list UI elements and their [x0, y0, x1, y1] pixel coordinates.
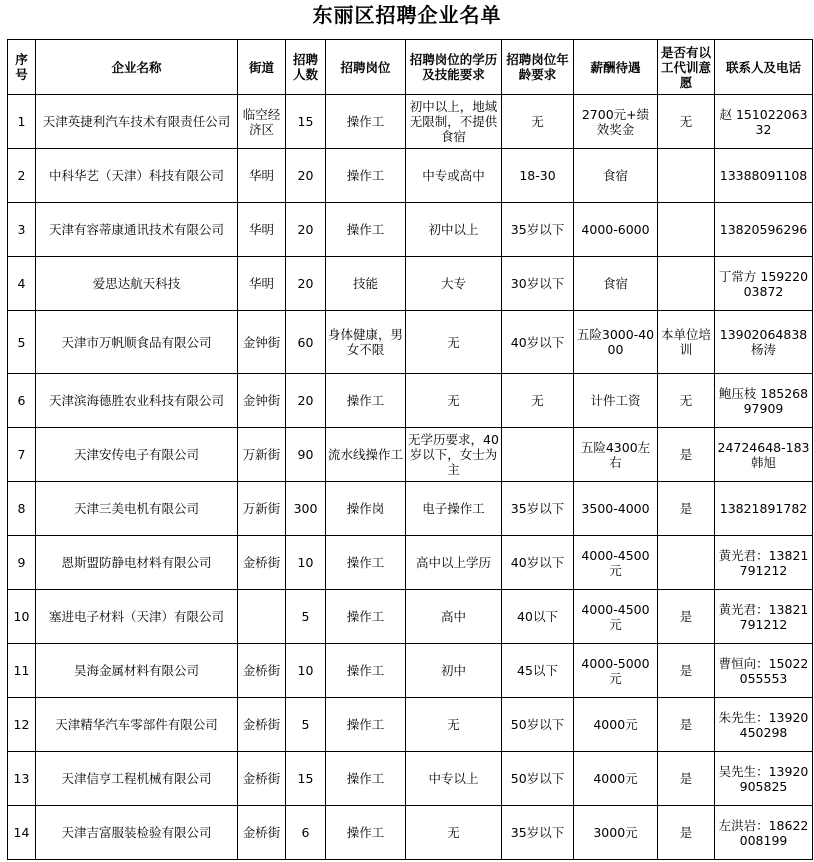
cell-position: 操作工 — [326, 95, 406, 149]
cell-contact: 13388091108 — [715, 149, 813, 203]
cell-count: 20 — [286, 149, 326, 203]
cell-salary: 4000元 — [574, 752, 658, 806]
cell-training — [658, 257, 715, 311]
cell-no: 3 — [8, 203, 36, 257]
table-row — [8, 590, 813, 644]
cell-street: 金桥街 — [238, 536, 286, 590]
cell-training — [658, 536, 715, 590]
cell-no: 12 — [8, 698, 36, 752]
cell-no: 5 — [8, 311, 36, 374]
cell-street: 金桥街 — [238, 806, 286, 860]
cell-contact: 13821891782 — [715, 482, 813, 536]
cell-salary: 4000-6000 — [574, 203, 658, 257]
cell-age: 35岁以下 — [502, 806, 574, 860]
cell-position: 操作工 — [326, 806, 406, 860]
cell-no: 2 — [8, 149, 36, 203]
cell-contact: 13820596296 — [715, 203, 813, 257]
cell-training: 是 — [658, 590, 715, 644]
cell-position: 操作工 — [326, 203, 406, 257]
cell-street: 金钟街 — [238, 311, 286, 374]
cell-position: 操作工 — [326, 698, 406, 752]
cell-company: 中科华艺（天津）科技有限公司 — [36, 149, 238, 203]
col-header-company: 企业名称 — [36, 40, 238, 95]
cell-position: 操作工 — [326, 536, 406, 590]
col-header-age: 招聘岗位年龄要求 — [502, 40, 574, 95]
recruitment-table — [7, 39, 813, 860]
cell-position: 操作岗 — [326, 482, 406, 536]
cell-street: 金桥街 — [238, 644, 286, 698]
cell-education: 无 — [406, 806, 502, 860]
cell-no: 10 — [8, 590, 36, 644]
cell-street — [238, 590, 286, 644]
cell-count: 5 — [286, 698, 326, 752]
cell-count: 300 — [286, 482, 326, 536]
cell-count: 10 — [286, 644, 326, 698]
cell-count: 20 — [286, 203, 326, 257]
cell-contact: 黄光君：13821791212 — [715, 536, 813, 590]
cell-salary: 4000-4500元 — [574, 536, 658, 590]
cell-street: 金钟街 — [238, 374, 286, 428]
cell-contact: 丁常方 15922003872 — [715, 257, 813, 311]
table-row — [8, 95, 813, 149]
cell-company: 天津安传电子有限公司 — [36, 428, 238, 482]
cell-street: 金桥街 — [238, 698, 286, 752]
table-row — [8, 644, 813, 698]
cell-salary: 4000-5000元 — [574, 644, 658, 698]
col-header-position: 招聘岗位 — [326, 40, 406, 95]
cell-education: 无 — [406, 374, 502, 428]
cell-contact: 朱先生：13920450298 — [715, 698, 813, 752]
cell-company: 天津吉富服装检验有限公司 — [36, 806, 238, 860]
cell-training: 是 — [658, 698, 715, 752]
cell-education: 初中 — [406, 644, 502, 698]
cell-company: 爱思达航天科技 — [36, 257, 238, 311]
cell-position: 操作工 — [326, 149, 406, 203]
cell-position: 身体健康，男女不限 — [326, 311, 406, 374]
cell-education: 中专或高中 — [406, 149, 502, 203]
table-row — [8, 752, 813, 806]
cell-training: 是 — [658, 806, 715, 860]
cell-contact: 13902064838杨涛 — [715, 311, 813, 374]
cell-education: 电子操作工 — [406, 482, 502, 536]
cell-no: 7 — [8, 428, 36, 482]
cell-age: 45以下 — [502, 644, 574, 698]
table-row — [8, 203, 813, 257]
cell-age — [502, 428, 574, 482]
cell-training: 无 — [658, 374, 715, 428]
cell-street: 万新街 — [238, 482, 286, 536]
table-row — [8, 482, 813, 536]
cell-no: 8 — [8, 482, 36, 536]
cell-company: 天津三美电机有限公司 — [36, 482, 238, 536]
cell-count: 90 — [286, 428, 326, 482]
cell-salary: 计件工资 — [574, 374, 658, 428]
cell-education: 大专 — [406, 257, 502, 311]
cell-salary: 4000元 — [574, 698, 658, 752]
cell-position: 流水线操作工 — [326, 428, 406, 482]
col-header-count: 招聘人数 — [286, 40, 326, 95]
cell-contact: 吴先生：13920905825 — [715, 752, 813, 806]
cell-company: 天津精华汽车零部件有限公司 — [36, 698, 238, 752]
cell-age: 40以下 — [502, 590, 574, 644]
cell-education: 初中以上，地域无限制，不提供食宿 — [406, 95, 502, 149]
table-row — [8, 806, 813, 860]
cell-contact: 赵 15102206332 — [715, 95, 813, 149]
cell-age: 40岁以下 — [502, 311, 574, 374]
cell-street: 金桥街 — [238, 752, 286, 806]
cell-street: 万新街 — [238, 428, 286, 482]
cell-position: 操作工 — [326, 590, 406, 644]
cell-no: 4 — [8, 257, 36, 311]
table-row — [8, 374, 813, 428]
cell-age: 35岁以下 — [502, 482, 574, 536]
cell-count: 60 — [286, 311, 326, 374]
cell-age: 18-30 — [502, 149, 574, 203]
cell-no: 13 — [8, 752, 36, 806]
cell-salary: 食宿 — [574, 257, 658, 311]
cell-company: 天津有容蒂康通讯技术有限公司 — [36, 203, 238, 257]
cell-no: 14 — [8, 806, 36, 860]
table-row — [8, 257, 813, 311]
cell-no: 1 — [8, 95, 36, 149]
cell-training: 无 — [658, 95, 715, 149]
table-row — [8, 536, 813, 590]
cell-no: 11 — [8, 644, 36, 698]
col-header-training: 是否有以工代训意愿 — [658, 40, 715, 95]
cell-age: 50岁以下 — [502, 752, 574, 806]
cell-company: 天津市万帆顺食品有限公司 — [36, 311, 238, 374]
cell-contact: 鲍压枝 18526897909 — [715, 374, 813, 428]
col-header-street: 街道 — [238, 40, 286, 95]
cell-salary: 4000-4500元 — [574, 590, 658, 644]
cell-street: 临空经济区 — [238, 95, 286, 149]
table-row — [8, 311, 813, 374]
col-header-no: 序号 — [8, 40, 36, 95]
cell-count: 10 — [286, 536, 326, 590]
cell-training: 是 — [658, 644, 715, 698]
cell-salary: 3000元 — [574, 806, 658, 860]
cell-position: 操作工 — [326, 752, 406, 806]
cell-education: 初中以上 — [406, 203, 502, 257]
cell-street: 华明 — [238, 257, 286, 311]
page-title: 东丽区招聘企业名单 — [312, 3, 502, 27]
col-header-education: 招聘岗位的学历及技能要求 — [406, 40, 502, 95]
cell-count: 6 — [286, 806, 326, 860]
cell-company: 昊海金属材料有限公司 — [36, 644, 238, 698]
cell-education — [406, 428, 502, 482]
cell-company: 恩斯盟防静电材料有限公司 — [36, 536, 238, 590]
cell-company: 塞进电子材料（天津）有限公司 — [36, 590, 238, 644]
cell-education: 中专以上 — [406, 752, 502, 806]
table-row — [8, 149, 813, 203]
col-header-salary: 薪酬待遇 — [574, 40, 658, 95]
cell-position: 技能 — [326, 257, 406, 311]
cell-education: 无 — [406, 698, 502, 752]
cell-company: 天津滨海德胜农业科技有限公司 — [36, 374, 238, 428]
cell-contact: 左洪岩：18622008199 — [715, 806, 813, 860]
cell-training — [658, 203, 715, 257]
cell-education: 高中 — [406, 590, 502, 644]
cell-position: 操作工 — [326, 644, 406, 698]
cell-contact: 24724648-183 韩旭 — [715, 428, 813, 482]
cell-age: 50岁以下 — [502, 698, 574, 752]
table-row — [8, 428, 813, 482]
cell-street: 华明 — [238, 203, 286, 257]
cell-training: 是 — [658, 752, 715, 806]
cell-salary: 食宿 — [574, 149, 658, 203]
cell-company: 天津英捷利汽车技术有限责任公司 — [36, 95, 238, 149]
cell-training: 本单位培训 — [658, 311, 715, 374]
cell-count: 15 — [286, 95, 326, 149]
cell-count: 20 — [286, 257, 326, 311]
cell-training: 是 — [658, 482, 715, 536]
cell-age: 40岁以下 — [502, 536, 574, 590]
header-row — [8, 40, 813, 95]
cell-no: 6 — [8, 374, 36, 428]
cell-age: 无 — [502, 374, 574, 428]
cell-training — [658, 149, 715, 203]
col-header-contact: 联系人及电话 — [715, 40, 813, 95]
cell-training: 是 — [658, 428, 715, 482]
cell-company: 天津信亨工程机械有限公司 — [36, 752, 238, 806]
cell-no: 9 — [8, 536, 36, 590]
cell-age: 35岁以下 — [502, 203, 574, 257]
cell-education: 无 — [406, 311, 502, 374]
cell-count: 20 — [286, 374, 326, 428]
cell-contact: 曹恒向：15022055553 — [715, 644, 813, 698]
cell-street: 华明 — [238, 149, 286, 203]
cell-education: 高中以上学历 — [406, 536, 502, 590]
cell-count: 5 — [286, 590, 326, 644]
cell-age: 无 — [502, 95, 574, 149]
cell-salary: 五险3000-4000 — [574, 311, 658, 374]
cell-age: 30岁以下 — [502, 257, 574, 311]
cell-contact: 黄光君：13821791212 — [715, 590, 813, 644]
cell-salary: 五险4300左右 — [574, 428, 658, 482]
cell-salary: 2700元+绩效奖金 — [574, 95, 658, 149]
cell-position: 操作工 — [326, 374, 406, 428]
table-row — [8, 698, 813, 752]
cell-count: 15 — [286, 752, 326, 806]
table-body — [8, 95, 813, 860]
cell-education-text: 无学历要求，40岁以下，女士为主 — [408, 432, 499, 477]
cell-salary: 3500-4000 — [574, 482, 658, 536]
